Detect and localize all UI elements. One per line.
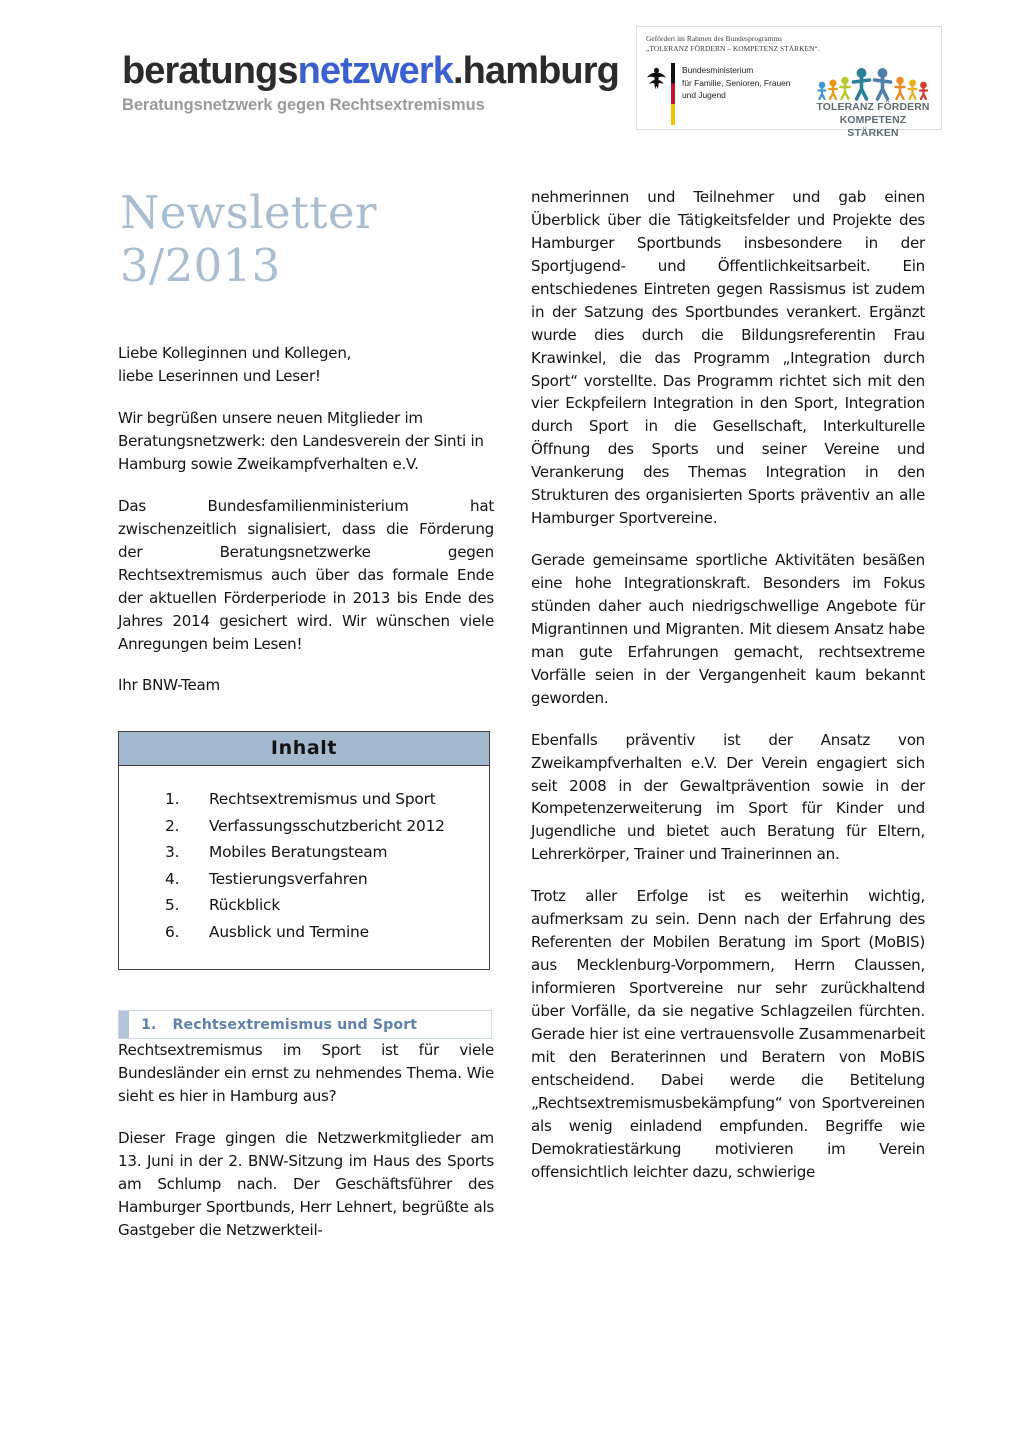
- newsletter-title: [120, 186, 494, 292]
- ministry-name: [682, 63, 790, 100]
- right-column: [531, 186, 925, 1202]
- brand-logo: [122, 52, 642, 115]
- funding-caption-line2: „TOLERANZ FÖRDERN – KOMPETENZ STÄRKEN“.: [646, 44, 820, 54]
- paragraph-welcome: Wir begrüßen unsere neuen Mitglieder im Beratungsnetzwerk: den Landesverein der Sinti in Hamburg sowie Zweikampfverhalten e.V.: [118, 409, 484, 473]
- left-column: [118, 186, 494, 1261]
- toc-item[interactable]: Rückblick: [209, 896, 281, 915]
- toc-item[interactable]: Verfassungsschutzbericht 2012: [209, 816, 445, 835]
- toc-body: [119, 766, 489, 969]
- ministry-line3: und Jugend: [682, 89, 726, 100]
- salutation-line1: Liebe Kolleginnen und Kollegen,: [118, 344, 352, 363]
- toc-heading: Inhalt: [119, 732, 489, 766]
- newsletter-title-line2: 3/2013: [120, 239, 281, 293]
- toleranz-foerdern-logo: [814, 63, 932, 140]
- toc-item[interactable]: Ausblick und Termine: [209, 922, 369, 941]
- paragraph-r3: Ebenfalls präventiv ist der Ansatz von Zweikampfverhalten e.V. Der Verein engagiert sich seit 2008 in der Gewaltprävention sowie in der Kompetenzerweiterung im Sport für Kinder und Jugendliche und bietet auch Beratung für Eltern, Lehrerkörper, Trainer und Trainerinnen an.: [531, 730, 925, 864]
- paragraph-r4: Trotz aller Erfolge ist es weiterhin wichtig, aufmerksam zu sein. Denn nach der Erfahrung des Referenten der Mobilen Beratung im Sport (MoBIS) aus Mecklenburg-Vorpommern, Herrn Claussen, informieren Sportvereine nur sehr zurückhaltend über Vorfälle, da sie negative Schlagzeilen fürchten. Gerade hier ist eine vertrauensvolle Zusammenarbeit mit den Beraterinnen und Beratern von MoBIS entscheidend. Dabei werde die Betitelung „Rechtsextremismusbekämpfung“ von Sportvereinen als wenig einladend empfunden. Begriffe wie Demokratiestärkung motivieren im Verein offensichtlich leichter dazu, schwierige: [531, 887, 925, 1181]
- signoff: Ihr BNW-Team: [118, 676, 220, 695]
- toc-list: [119, 786, 489, 945]
- toleranz-line1: TOLERANZ FÖRDERN: [816, 102, 930, 114]
- masthead: [0, 0, 1024, 158]
- brand-title: [122, 52, 642, 90]
- salutation: [118, 342, 494, 388]
- german-flag-bar: [671, 63, 675, 125]
- funding-logos-row: [646, 63, 932, 139]
- ministry-line2: für Familie, Senioren, Frauen: [682, 77, 791, 88]
- ministry-line1: Bundesministerium: [682, 65, 754, 76]
- brand-subtitle: Beratungsnetzwerk gegen Rechtsextremismus: [122, 96, 485, 114]
- section-number: 1.: [141, 1016, 157, 1033]
- toleranz-line2: KOMPETENZ STÄRKEN: [839, 115, 907, 139]
- brand-title-part2: netzwerk: [297, 50, 454, 92]
- brand-title-part1: beratungs: [122, 50, 298, 92]
- paragraph-ministry: Das Bundesfamilienministerium hat zwischenzeitlich signalisiert, dass die Förderung der Beratungsnetzwerke gegen Rechtsextremismus auch über das formale Ende der aktuellen Förderperiode in 2013 bis Ende des Jahres 2014 gesichert wird. Wir wünschen viele Anregungen beim Lesen!: [118, 496, 494, 653]
- paragraph-r2: Gerade gemeinsame sportliche Aktivitäten besäßen eine hohe Integrationskraft. Besonders im Fokus stünden daher auch niedrigschwellige Angebote für Migrantinnen und Migranten. Mit diesem Ansatz habe man gute Erfahrungen gemacht, rechtsextreme Vorfälle seien in der Vergangenheit kaum bekannt geworden.: [531, 551, 925, 707]
- section-accent-bar: [119, 1011, 129, 1038]
- funding-caption-line1: Gefördert im Rahmen des Bundesprogramms: [646, 34, 783, 43]
- funding-caption: [646, 34, 932, 54]
- salutation-line2: liebe Leserinnen und Leser!: [118, 367, 321, 386]
- brand-title-part3: .hamburg: [453, 50, 619, 92]
- paragraph-s1-b: Dieser Frage gingen die Netzwerkmitglieder am 13. Juni in der 2. BNW-Sitzung im Haus des Sports am Schlump nach. Der Geschäftsführer des Hamburger Sportbunds, Herr Lehnert, begrüßte als Gastgeber die Netzwerkteil-: [118, 1129, 494, 1239]
- toc-item[interactable]: Rechtsextremismus und Sport: [209, 790, 436, 809]
- paragraph-r1: nehmerinnen und Teilnehmer und gab einen Überblick über die Tätigkeitsfelder und Projekte des Hamburger Sportbunds insbesondere in der Sportjugend- und Öffentlichkeitsarbeit. Ein entschiedenes Eintreten gegen Rassismus ist zudem in der Satzung des Sportbundes verankert. Ergänzt wurde dies durch die Bildungsreferentin Frau Krawinkel, die das Programm „Integration durch Sport“ vorstellte. Das Programm richtet sich mit den vier Eckpfeilern Integration in den Sport, Integration durch Sport in die Gesellschaft, Interkulturelle Öffnung des Sports und seiner Vereine und Verankerung des Themas Integration in den Strukturen des organisierten Sports präventiv an alle Hamburger Sportvereine.: [531, 188, 925, 528]
- section-heading-1: [118, 1010, 492, 1039]
- paragraph-s1-a: Rechtsextremismus im Sport ist für viele Bundesländer ein ernst zu nehmendes Thema. Wie sieht es hier in Hamburg aus?: [118, 1041, 494, 1106]
- toc-item[interactable]: Mobiles Beratungsteam: [209, 843, 388, 862]
- funding-logo-block: [636, 26, 942, 139]
- people-chain-icon: [814, 65, 932, 101]
- bundesministerium-logo: [646, 63, 812, 125]
- toleranz-wordmark: [814, 102, 932, 140]
- federal-eagle-icon: [646, 65, 667, 89]
- section-title: Rechtsextremismus und Sport: [172, 1016, 418, 1033]
- newsletter-title-line1: Newsletter: [120, 186, 377, 239]
- toc-item[interactable]: Testierungsverfahren: [209, 869, 368, 888]
- table-of-contents-box: [118, 731, 490, 970]
